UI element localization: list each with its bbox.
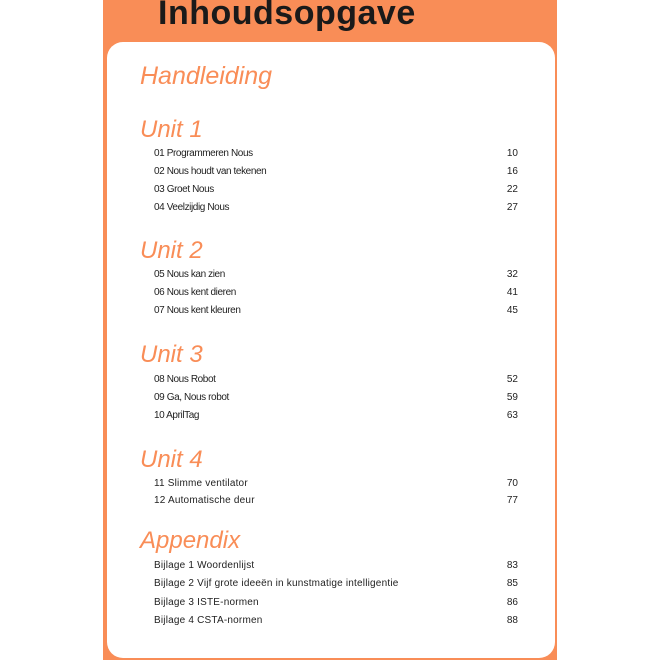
section-title-unit-3: Unit 3 — [140, 341, 203, 368]
toc-entry-page: 22 — [506, 184, 518, 195]
toc-entry-page: 88 — [506, 615, 518, 626]
section-title-appendix: Appendix — [140, 527, 241, 554]
section-title-unit-1: Unit 1 — [140, 116, 203, 143]
toc-entry[interactable] — [154, 614, 518, 628]
page-title: Inhoudsopgave — [158, 0, 416, 32]
toc-entry-page: 85 — [506, 578, 518, 589]
toc-entry[interactable] — [154, 577, 518, 591]
toc-entry[interactable] — [154, 147, 518, 161]
section-title-unit-4: Unit 4 — [140, 446, 203, 473]
toc-entry[interactable] — [154, 304, 518, 318]
toc-entry-page: 41 — [506, 287, 518, 298]
toc-entry-label: 01 Programmeren Nous — [154, 148, 253, 159]
toc-entry-page: 32 — [506, 269, 518, 280]
toc-entry[interactable] — [154, 268, 518, 282]
section-title-unit-2: Unit 2 — [140, 237, 203, 264]
toc-entry-page: 10 — [506, 148, 518, 159]
toc-entry-label: 07 Nous kent kleuren — [154, 305, 241, 316]
toc-entry[interactable] — [154, 373, 518, 387]
toc-entry-page: 70 — [506, 478, 518, 489]
toc-entry-label: 12 Automatische deur — [154, 495, 255, 506]
toc-entry-page: 27 — [506, 202, 518, 213]
toc-entry-page: 86 — [506, 597, 518, 608]
toc-entry[interactable] — [154, 596, 518, 610]
toc-entry[interactable] — [154, 477, 518, 491]
toc-entry-label: 02 Nous houdt van tekenen — [154, 166, 267, 177]
toc-entry-label: Bijlage 3 ISTE-normen — [154, 597, 259, 608]
toc-entry-label: Bijlage 4 CSTA-normen — [154, 615, 263, 626]
toc-entry-page: 45 — [506, 305, 518, 316]
toc-entry[interactable] — [154, 409, 518, 423]
toc-entry-label: 05 Nous kan zien — [154, 269, 225, 280]
toc-entry[interactable] — [154, 201, 518, 215]
toc-entry[interactable] — [154, 494, 518, 508]
toc-entry-label: 10 AprilTag — [154, 410, 200, 421]
toc-entry-page: 16 — [506, 166, 518, 177]
toc-entry-label: 04 Veelzijdig Nous — [154, 202, 230, 213]
toc-entry-label: Bijlage 2 Vijf grote ideeën in kunstmatige intelligentie — [154, 578, 399, 589]
toc-entry-label: Bijlage 1 Woordenlijst — [154, 560, 255, 571]
toc-entry-page: 63 — [506, 410, 518, 421]
toc-entry[interactable] — [154, 391, 518, 405]
toc-entry-page: 59 — [506, 392, 518, 403]
toc-entry-label: 08 Nous Robot — [154, 374, 216, 385]
toc-entry-label: 11 Slimme ventilator — [154, 478, 248, 489]
toc-entry-label: 06 Nous kent dieren — [154, 287, 236, 298]
handleiding-heading: Handleiding — [140, 62, 273, 90]
toc-entry-page: 83 — [506, 560, 518, 571]
toc-entry-label: 09 Ga, Nous robot — [154, 392, 229, 403]
toc-entry[interactable] — [154, 183, 518, 197]
toc-entry[interactable] — [154, 165, 518, 179]
toc-entry-label: 03 Groet Nous — [154, 184, 214, 195]
toc-entry-page: 77 — [506, 495, 518, 506]
toc-entry-page: 52 — [506, 374, 518, 385]
toc-entry[interactable] — [154, 559, 518, 573]
toc-entry[interactable] — [154, 286, 518, 300]
